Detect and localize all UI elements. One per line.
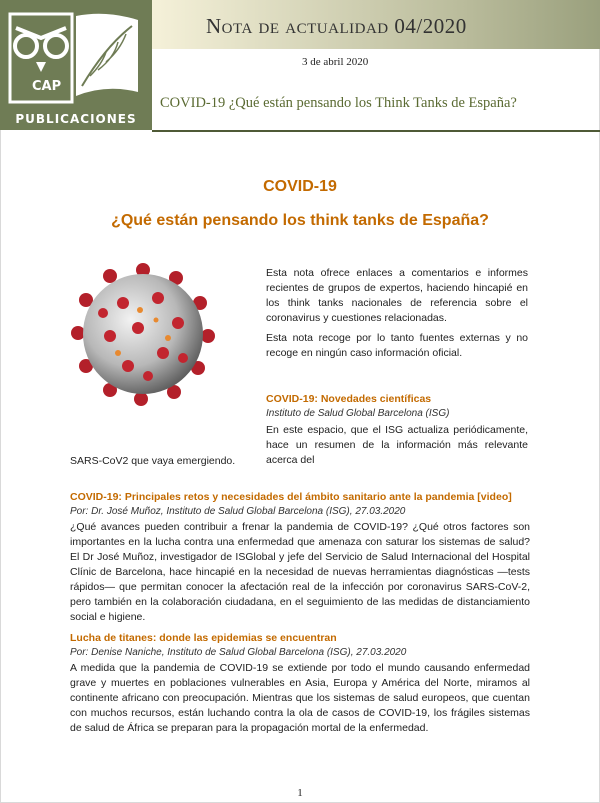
section-3-author: Por: Denise Naniche, Instituto de Salud Global Barcelona (ISG), 27.03.2020 [70,647,407,658]
coronavirus-image [68,258,218,408]
note-title: Nota de actualidad 04/2020 [206,14,467,38]
note-subtitle: COVID-19 ¿Qué están pensando los Think Tanks de España? [160,95,517,111]
page-number: 1 [297,787,303,799]
section-1-body: En este espacio, que el ISG actualiza periódicamente, hace un resumen de la información más relevante acerca del [266,424,528,466]
section-1-author: Instituto de Salud Global Barcelona (ISG) [266,408,450,419]
intro-paragraph-1: Esta nota ofrece enlaces a comentarios e informes recientes de grupos de expertos, haciendo hincapié en los think tanks nacionales de referencia sobre el coronavirus y cuestiones relacionadas. [266,267,528,324]
logo-cap-label: CAP [32,79,62,94]
logo-emblem-icon [6,6,146,110]
header-divider [152,130,600,132]
section-1-title[interactable]: COVID-19: Novedades científicas [266,393,432,405]
page-subtitle: ¿Qué están pensando los think tanks de España? [111,212,489,229]
publisher-name: PUBLICACIONES [15,112,137,126]
page-title: COVID-19 [263,178,337,195]
section-1-body-continued: SARS-CoV2 que vaya emergiendo. [70,455,236,467]
section-2-author: Por: Dr. José Muñoz, Instituto de Salud Global Barcelona (ISG), 27.03.2020 [70,506,406,517]
section-2-body: ¿Qué avances pueden contribuir a frenar la pandemia de COVID-19? ¿Qué otros factores son importantes en la lucha contra una enfermedad que amenaza con saturar los sistemas de salud? El Dr José Muñoz, investigador de ISGlobal y jefe del Servicio de Salud Internacional del Hospital Clínic de Barcelona, hace hincapié en la necesidad de nuevas herramientas diagnósticas —tests rápidos— que permitan conocer la afectación real de la infección por coronavirus SARS-CoV-2, pero también en la colaboración ciudadana, en el seguimiento de las medidas de distanciamiento social e higiene. [70,521,530,623]
section-2-title[interactable]: COVID-19: Principales retos y necesidades del ámbito sanitario ante la pandemia [video] [70,491,512,503]
publisher-logo [0,0,152,130]
section-3-body: A medida que la pandemia de COVID-19 se extiende por todo el mundo causando enfermedad grave y muertes en poblaciones vulnerables en Asia, Europa y América del Norte, miramos al continente africano con preocupación. Mientras que los sistemas de salud europeos, que cuentan con muchos recursos, están luchando contra la ola de casos de COVID-19, los frágiles sistemas de salud de África se preparan para la propagación mortal de la enfermedad. [70,662,530,734]
intro-paragraph-2: Esta nota recoge por lo tanto fuentes externas y no recoge en ningún caso información oficial. [266,332,528,359]
section-3-title[interactable]: Lucha de titanes: donde las epidemias se encuentran [70,632,337,644]
note-date: 3 de abril 2020 [302,56,369,68]
